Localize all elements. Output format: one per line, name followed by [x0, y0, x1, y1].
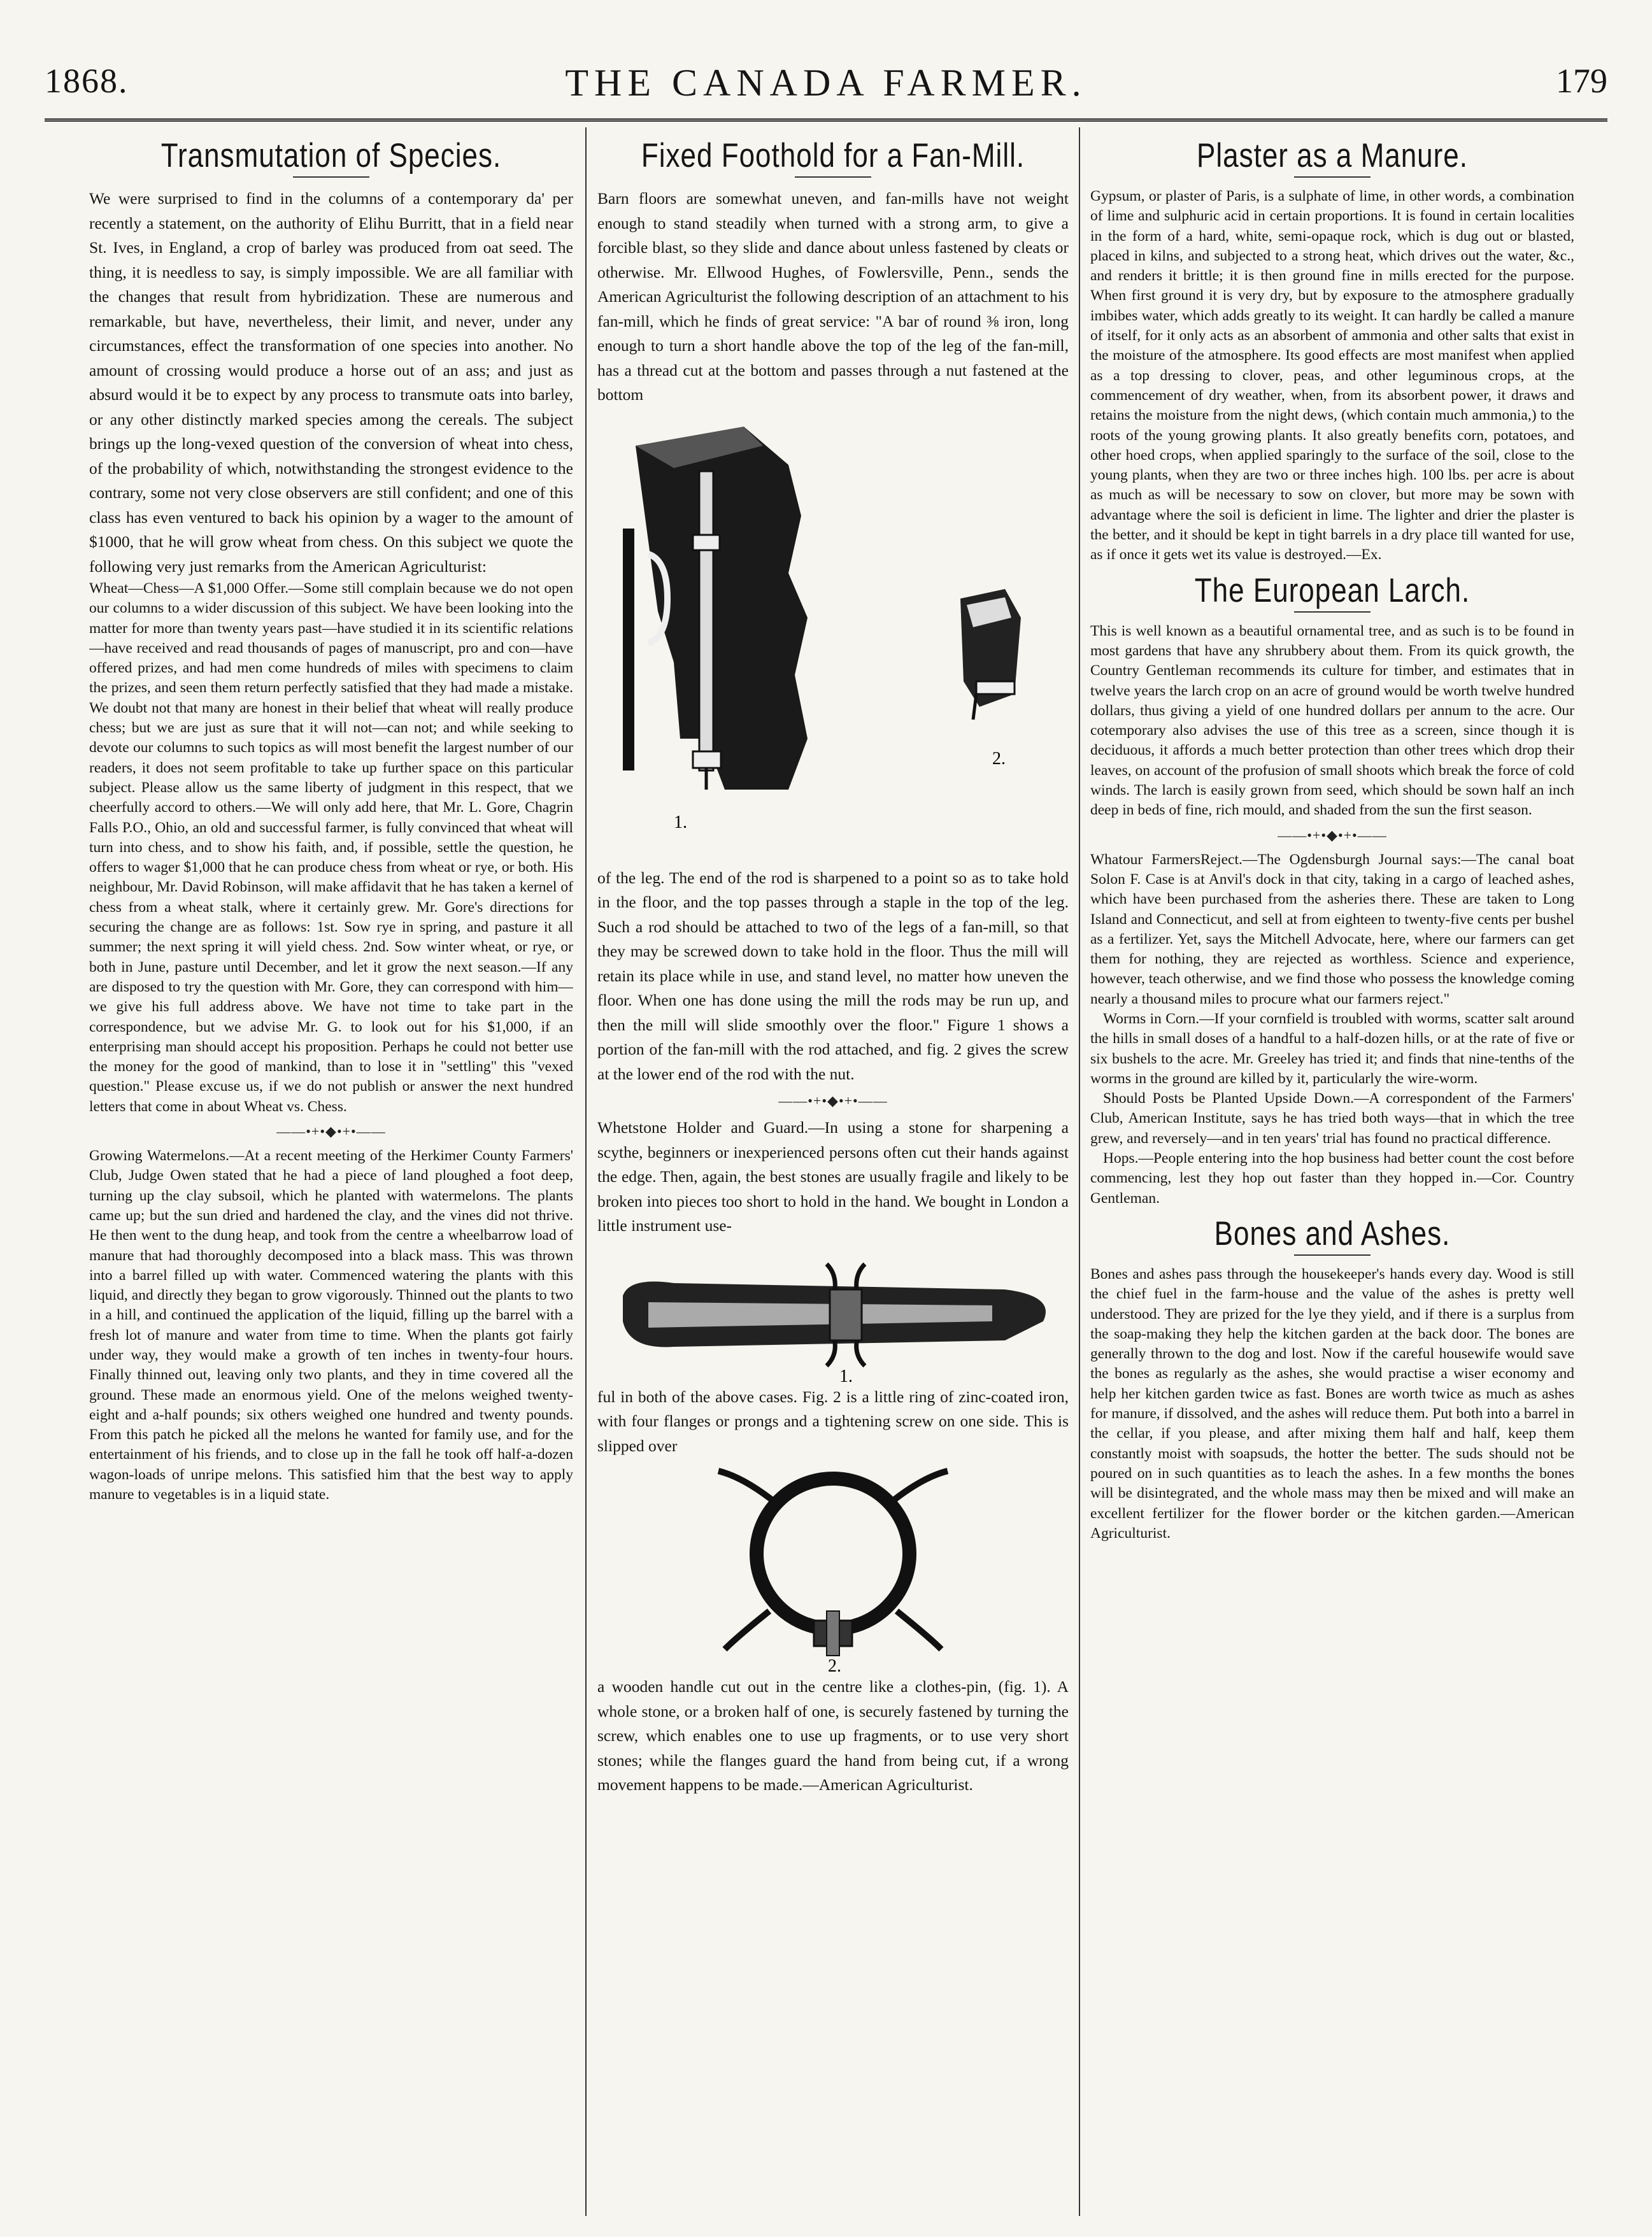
newspaper-title: THE CANADA FARMER.: [565, 62, 1087, 104]
article-body: [1090, 621, 1574, 821]
title-rule: [1294, 176, 1371, 178]
column-1: [89, 131, 573, 2216]
article-title: Fixed Foothold for a Fan-Mill.: [641, 137, 1025, 174]
article-body: [597, 187, 1069, 408]
article-title: The European Larch.: [1194, 571, 1470, 609]
paragraph: Gypsum, or plaster of Paris, is a sulphate of lime, in other words, a combination of lime and sulphuric acid in certain proportions. It is found in certain localities in the form of a hard, white, semi-opaque rock, which is dug out or blasted, placed in kilns, and subjected to a strong heat, which drives out the water, &c., and renders it brittle; it is then ground fine in mills erected for the purpose. When first ground it is very dry, but by exposure to the atmosphere gradually imbibes water, which adds greatly to its weight. It can hardly be called a manure of itself, for it only acts as an absorbent of ammonia and other salts that exist in the moisture of the atmosphere. Its good effects are most manifest when applied as a top dressing to clover, peas, and other leguminous crops, at the commencement of dry weather, when, from its absorbent power, it draws and retains the moisture from the night dews, (which contain much ammonia,) to the roots of the young growing plants. It also greatly benefits corn, potatoes, and other hoed crops, when applied sparingly to the surface of the soil, close to the young plants, when they are two or three inches high. 100 lbs. per acre is about as much as will be necessary to sow on clover, but more may be sown with advantage where the soil is deficient in lime. The lighter and drier the plaster is the better, and it should be kept in tight barrels in a dry place till wanted for use, as if once it gets wet its value is destroyed.—Ex.: [1090, 188, 1574, 564]
whetstone-holder-engraving: [597, 1239, 1069, 1385]
masthead-rule: [45, 118, 1607, 125]
figure-label: 1.: [674, 812, 687, 832]
title-rule: [1294, 1254, 1371, 1256]
article-title: Transmutation of Species.: [160, 137, 502, 174]
article-title: Bones and Ashes.: [1214, 1214, 1451, 1253]
paragraph: Whatour FarmersReject.—The Ogdensburgh Journal says:—The canal boat Solon F. Case is at Anvil's dock in that city, taking in a cargo of leached ashes, which have been purchased from the asheries there. These are taken to Long Island and Connecticut, and sell at from eighteen to twenty-five cents per bushel as a fertilizer. Yet, says the Mitchell Advocate, here, where our farmers can get them for nothing, they are rejected as worthless. Science and experience, however, teach otherwise, and we find those who possess the knowledge coming nearly a thousand miles to procure what our farmers reject.": [1090, 851, 1574, 1007]
section-ornament: ——•+•◆•+•——: [1278, 827, 1387, 843]
article-body: [1090, 850, 1574, 1209]
article-body: [89, 1146, 573, 1505]
paragraph: This is well known as a beautiful ornamental tree, and as such is to be found in most gardens that have any shrubbery about them. From its quick growth, the Country Gentleman recommends its culture for timber, and estimates that in twelve years the larch crop on an acre of ground would be worth twelve hundred dollars, thus giving a yield of one hundred dollars per annum to the acre. Our cotemporary also advises the use of this tree as a screen, since though it is deciduous, it affords a much better protection than other trees which drop their leaves, on account of the profusion of small shoots which break the force of cold winds. The larch is easily grown from seed, which should be sown half an inch deep in beds of fine, rich mould, and shaded from the sun the first season.: [1090, 622, 1574, 819]
article-title: Plaster as a Manure.: [1197, 137, 1468, 174]
whetstone-figure-1: [597, 1239, 1069, 1385]
paragraph: Growing Watermelons.—At a recent meeting of the Herkimer County Farmers' Club, Judge Owen stated that he had a piece of land ploughed a foot deep, turning up the clay subsoil, which he planted with watermelons. The plants came up; but the sun dried and hardened the clay, and the vines did not thrive. He then went to the dung heap, and took from the centre a wheelbarrow load of manure that had thoroughly decomposed into a black mass. This was thrown into a barrel filled up with water. Commenced watering the plants with this liquid, and directly they began to grow vigorously. Thinned out the plants to two in a hill, and continued the application of the liquid, filling up the barrel with a fresh lot of manure and water from time to time. When the plants got fairly under way, they would make a growth of ten inches in twenty-four hours. Finally thinned out, leaving only two plants, and they in time covered all the ground. These made an enormous yield. One of the melons weighed twenty-eight and a-half pounds; six others weighed one hundred and twenty pounds. From this patch he picked all the melons he wanted for family use, and for the entertainment of his friends, and to close up in the fall he took off half-a-dozen wagon-loads of unripe melons. This satisfied him that the best way to apply manure to vegetables is in a liquid state.: [89, 1147, 573, 1503]
figure-label: 2.: [992, 748, 1006, 769]
figure-label: 1.: [839, 1366, 853, 1385]
masthead: [45, 61, 1607, 118]
paragraph: Bones and ashes pass through the housekeeper's hands every day. Wood is still the chief fuel in the farm-house and the value of the ashes is pretty well understood. They are prized for the lye they yield, and if there is a surplus from the soap-making they help the kitchen garden at the back door. The bones are generally thrown to the dog and lost. Now if the careful housewife would save the bones as regularly as the ashes, she would practise a wiser economy and help her kitchen garden twice as fast. Bones are worth twice as much as ashes for manure, if dissolved, and the ashes will reduce them. Put both into a barrel in the cellar, if you please, and after mixing them half and half, keep them constantly moist with soapsuds, the hotter the better. The suds should not be poured on in such quantities as to leach the ashes. In a few months the bones will be disintegrated, and the whole mass may then be mixed and will make an excellent fertilizer for the flower border or the kitchen garden.—American Agriculturist.: [1090, 1265, 1574, 1542]
paragraph: ful in both of the above cases. Fig. 2 is a little ring of zinc-coated iron, with four flanges or prongs and a tightening screw on one side. This is slipped over: [597, 1387, 1069, 1455]
column-3: [1090, 131, 1574, 2216]
paragraph: Whetstone Holder and Guard.—In using a stone for sharpening a scythe, beginners or inexperienced persons often cut their hands against the edge. Then, again, the best stones are usually fragile and likely to be broken into pieces too short to hold in the hand. We bought in London a little instrument use-: [597, 1118, 1069, 1235]
paragraph: Worms in Corn.—If your cornfield is troubled with worms, scatter salt around the hills in small doses of a handful to a half-dozen hills, or at the rate of five or six bushels to the acre. Mr. Greeley has tried it; and finds that nine-tenths of the worms in the ground are killed by it, particularly the wire-worm.: [1090, 1010, 1574, 1087]
fan-mill-figures: [597, 408, 1069, 866]
paragraph: Should Posts be Planted Upside Down.—A correspondent of the Farmers' Club, American Institute, says he has tried both ways—that in which the tree grew, and reversely—and in ten years' trial has found no practical difference.: [1090, 1090, 1574, 1147]
article-body: [89, 579, 573, 1117]
column-2: [597, 131, 1069, 2216]
paragraph: of the leg. The end of the rod is sharpened to a point so as to take hold in the floor, and the top passes through a staple in the top of the leg. Such a rod should be attached to two of the legs of a fan-mill, so that they may be screwed down to take hold in the floor. Thus the mill will retain its place while in use, and stand level, no matter how uneven the floor. When one has done using the mill the rods may be run up, and then the mill will slide smoothly over the floor." Figure 1 shows a portion of the fan-mill with the rod attached, and fig. 2 gives the screw at the lower end of the rod with the nut.: [597, 868, 1069, 1083]
article-body: [1090, 187, 1574, 565]
title-rule: [1294, 611, 1371, 613]
whetstone-figure-2: [597, 1458, 1069, 1675]
fan-mill-engraving: [597, 408, 1069, 866]
article-body: [597, 866, 1069, 1087]
article-body: [597, 1385, 1069, 1459]
paragraph: Wheat—Chess—A $1,000 Offer.—Some still complain because we do not open our columns to a wider discussion of this subject. We have been looking into the matter for more than twenty years past—have studied it in its scientific relations—have received and read thousands of pages of manuscript, pro and con—have offered prizes, and had men come hundreds of miles with specimens to claim the prizes, and seen them return perfectly satisfied that they had made a mistake. We doubt not that many are honest in their belief that wheat will really produce chess; but we are just as sure that it will not—can not; and while seeking to devote our columns to such topics as will most benefit the largest number of our readers, it does not seem profitable to take up further space on this particular subject. Please allow us the same liberty of judgment in this respect, that we cheerfully accord to others.—We will only add here, that Mr. L. Gore, Chagrin Falls P.O., Ohio, an old and successful farmer, is fully convinced that wheat will turn into chess, and to show his faith, and, if possible, settle the question, he offers to wager $1,000 that he can produce chess from wheat or rye, or both. His neighbour, Mr. David Robinson, will make affidavit that he has taken a kernel of chess from a wheat stalk, where it certainly grew. Mr. Gore's directions for securing the change are as follows: 1st. Sow rye in spring, and pasture it all summer; the next spring it will yield chess. 2nd. Sow winter wheat, or rye, or both in June, pasture until December, and let it grow the next season.—If any are disposed to try the question with Mr. Gore, they can correspond with him—we give his full address above. We have not time to take part in the correspondence, but we advise Mr. G. to look out for his $1,000, if an enterprising man should accept his proposition. Perhaps he could not better use the money for the good of mankind, than to lose it in "settling" this "vexed question." Please excuse us, if we do not publish or answer the next hundred letters that come in about Wheat vs. Chess.: [89, 580, 573, 1115]
year: 1868.: [45, 62, 129, 100]
title-rule: [293, 176, 369, 178]
title-rule: [795, 176, 871, 178]
paragraph: Barn floors are somewhat uneven, and fan-mills have not weight enough to stand steadily when turned with a strong arm, to give a forcible blast, so they slide and dance about unless fastened by cleats or otherwise. Mr. Ellwood Hughes, of Fowlersville, Penn., sends the American Agriculturist the following description of an attachment to his fan-mill, which he finds of great service: "A bar of round ⅜ iron, long enough to turn a short handle above the top of the leg of the fan-mill, has a thread cut at the bottom and passes through a nut fastened at the bottom: [597, 189, 1069, 404]
article-body: [597, 1675, 1069, 1798]
section-ornament: ——•+•◆•+•——: [778, 1093, 888, 1109]
paragraph: Hops.—People entering into the hop business had better count the cost before commencing, lest they hop out faster than they hopped in.—Cor. Country Gentleman.: [1090, 1150, 1574, 1207]
article-body: [89, 187, 573, 579]
paragraph: a wooden handle cut out in the centre like a clothes-pin, (fig. 1). A whole stone, or a broken half of one, is securely fastened by turning the screw, which enables one to use up fragments, or to use very short stones; while the flanges guard the hand from being cut, if a wrong movement happens to be made.—American Agriculturist.: [597, 1677, 1069, 1794]
page-number: 179: [1556, 62, 1607, 100]
figure-label: 2.: [828, 1656, 841, 1675]
zinc-ring-engraving: [597, 1458, 1069, 1675]
column-divider: [585, 127, 587, 2216]
section-ornament: ——•+•◆•+•——: [276, 1123, 386, 1140]
article-body: [597, 1116, 1069, 1239]
article-body: [1090, 1265, 1574, 1544]
paragraph: We were surprised to find in the columns of a contemporary da' per recently a statement, on the authority of Elihu Burritt, that in a field near St. Ives, in England, a crop of barley was produced from oat seed. The thing, it is needless to say, is simply impossible. We are all familiar with the changes that result from hybridization. These are numerous and remarkable, but have, nevertheless, their limit, and never, under any circumstances, effect the transformation of one species into another. No amount of crossing would produce a horse out of an ass; and just as absurd would it be to expect by any process to transmute oats into barley, or any other distinctly marked species among the cereals. The subject brings up the long-vexed question of the conversion of wheat into chess, of the probability of which, notwithstanding the strongest evidence to the contrary, some not very close observers are still confident; and one of this class has even ventured to back his opinion by a wager to the amount of $1000, that he will grow wheat from chess. On this subject we quote the following very just remarks from the American Agriculturist:: [89, 189, 573, 576]
column-divider: [1079, 127, 1080, 2216]
